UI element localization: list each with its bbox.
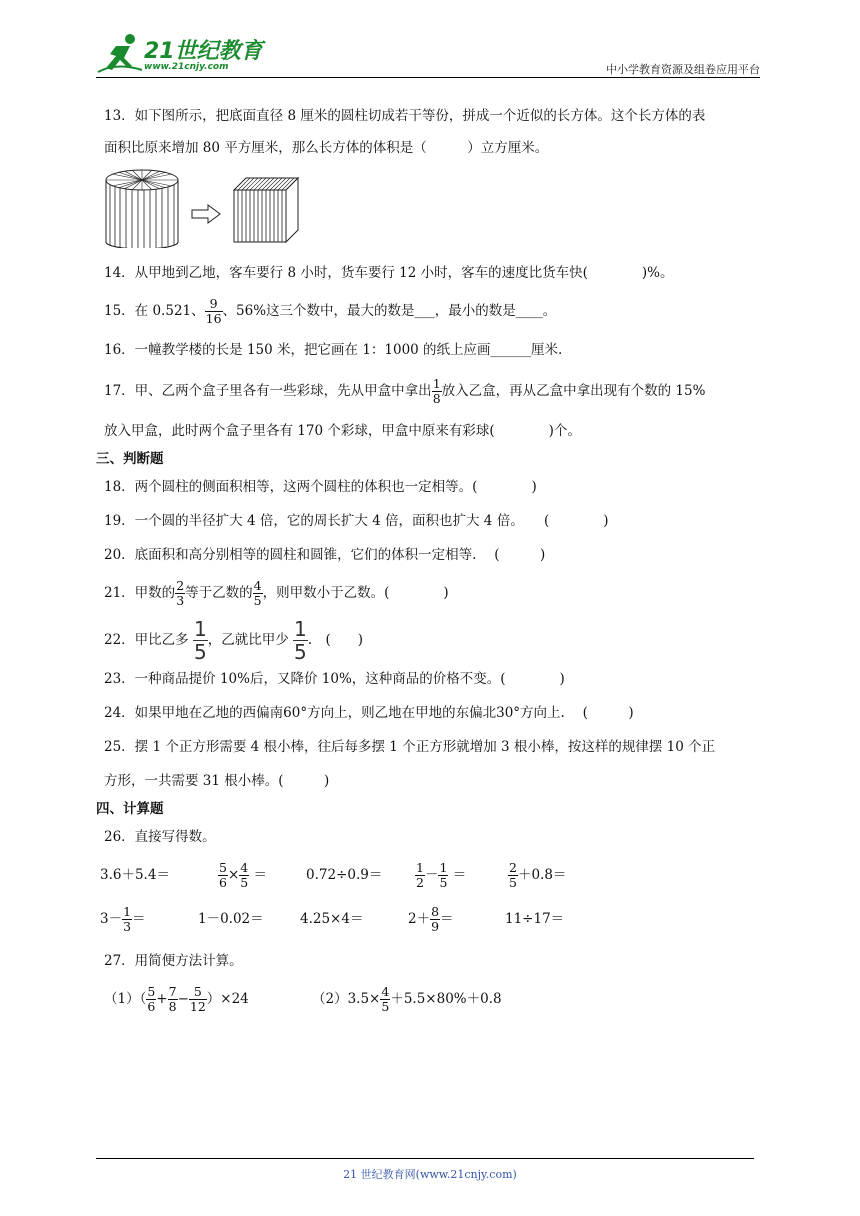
q26-row1-d: $\frac{1}{2}$ － $\frac{1}{5}$ ＝ xyxy=(416,860,467,890)
header-platform-text: 中小学教育资源及组卷应用平台 xyxy=(606,63,760,76)
q22: 22．甲比乙多 $\frac{1}{5}$ ，乙就比甲少 $\frac{1}{5}$ . ( ) xyxy=(104,617,364,664)
q27-title: 27．用简便方法计算。 xyxy=(104,953,243,969)
q25-line2: 方形，一共需要 31 根小棒。( ) xyxy=(104,773,330,789)
header-divider xyxy=(96,77,760,78)
q13-line1: 13．如下图所示，把底面直径 8 厘米的圆柱切成若干等份，拼成一个近似的长方体。这个长方体的表 xyxy=(104,108,706,124)
cylinder-to-cuboid-figure xyxy=(100,166,305,248)
q17-line2: 放入甲盒，此时两个盒子里各有 170 个彩球，甲盒中原来有彩球( )个。 xyxy=(104,423,581,439)
q18: 18．两个圆柱的侧面积相等，这两个圆柱的体积也一定相等。( ) xyxy=(104,479,537,495)
q14: 14．从甲地到乙地，客车要行 8 小时，货车要行 12 小时，客车的速度比货车快( )%。 xyxy=(104,265,674,281)
q26-row2-e: 11÷17＝ xyxy=(505,911,565,927)
q26-row1-e: $\frac{2}{5}$ ＋0.8＝ xyxy=(509,860,567,890)
fraction: $\frac{2}{3}$ xyxy=(176,578,185,608)
q19: 19．一个圆的半径扩大 4 倍，它的周长扩大 4 倍，面积也扩大 4 倍。 ( ) xyxy=(104,513,609,529)
q21: 21．甲数的 $\frac{2}{3}$ 等于乙数的 $\frac{4}{5}$ ，则甲数小于乙数。( ) xyxy=(104,578,449,608)
q26-row2-b: 1－0.02＝ xyxy=(198,911,264,927)
q23: 23．一种商品提价 10%后，又降价 10%，这种商品的价格不变。( ) xyxy=(104,671,565,687)
q26-row1-c: 0.72÷0.9＝ xyxy=(306,867,383,883)
q26-row2-a: 3－ $\frac{1}{3}$ ＝ xyxy=(100,904,146,934)
q24: 24．如果甲地在乙地的西偏南60°方向上，则乙地在甲地的东偏北30°方向上. ( ) xyxy=(104,705,634,721)
footer-text: 21 世纪教育网(www.21cnjy.com) xyxy=(343,1168,517,1181)
q26-row1-b: $\frac{5}{6}$ × $\frac{4}{5}$ ＝ xyxy=(219,860,268,890)
q15: 15．在 0.521、 $\frac{9}{16}$ 、56%这三个数中，最大的数是___，最小的数是____。 xyxy=(104,296,557,326)
footer-divider xyxy=(96,1158,754,1159)
arrow-right-icon xyxy=(192,205,220,223)
q26-row1-a: 3.6＋5.4＝ xyxy=(100,867,170,883)
logo-url: www.21cnjy.com xyxy=(144,62,229,72)
q20: 20．底面积和高分别相等的圆柱和圆锥，它们的体积一定相等. ( ) xyxy=(104,547,546,563)
q17-line1: 17．甲、乙两个盒子里各有一些彩球，先从甲盒中拿出 $\frac{1}{8}$ 放入乙盒，再从乙盒中拿出现有个数的 15% xyxy=(104,376,706,406)
cuboid-shape xyxy=(234,178,298,242)
cylinder-shape xyxy=(106,170,178,248)
q26-title: 26．直接写得数。 xyxy=(104,829,216,845)
q13-line2: 面积比原来增加 80 平方厘米，那么长方体的体积是（ ）立方厘米。 xyxy=(104,140,549,156)
fraction: $\frac{1}{8}$ xyxy=(432,376,441,406)
q27-part2: （2）3.5× $\frac{4}{5}$ ＋5.5×80%＋0.8 xyxy=(312,984,502,1014)
logo-text: 21世纪教育 xyxy=(144,39,263,64)
q16: 16．一幢教学楼的长是 150 米，把它画在 1：1000 的纸上应画______厘米. xyxy=(104,342,563,358)
q26-row2-d: 2＋ $\frac{8}{9}$ ＝ xyxy=(408,904,454,934)
fraction: $\frac{1}{5}$ xyxy=(193,617,207,664)
q26-row2-c: 4.25×4＝ xyxy=(300,911,364,927)
fraction: $\frac{9}{16}$ xyxy=(205,296,222,326)
section-4-title: 四、计算题 xyxy=(96,801,164,817)
q27-part1: （1）（ $\frac{5}{6}$ + $\frac{7}{8}$ − $\frac{5}{12}$ ）×24 xyxy=(104,984,249,1014)
fraction: $\frac{4}{5}$ xyxy=(253,578,262,608)
runner-logo-icon xyxy=(96,32,146,76)
section-3-title: 三、判断题 xyxy=(96,451,164,467)
fraction: $\frac{1}{5}$ xyxy=(294,617,307,664)
q25-line1: 25．摆 1 个正方形需要 4 根小棒，往后每多摆 1 个正方形就增加 3 根小棒，按这样的规律摆 10 个正 xyxy=(104,739,716,755)
